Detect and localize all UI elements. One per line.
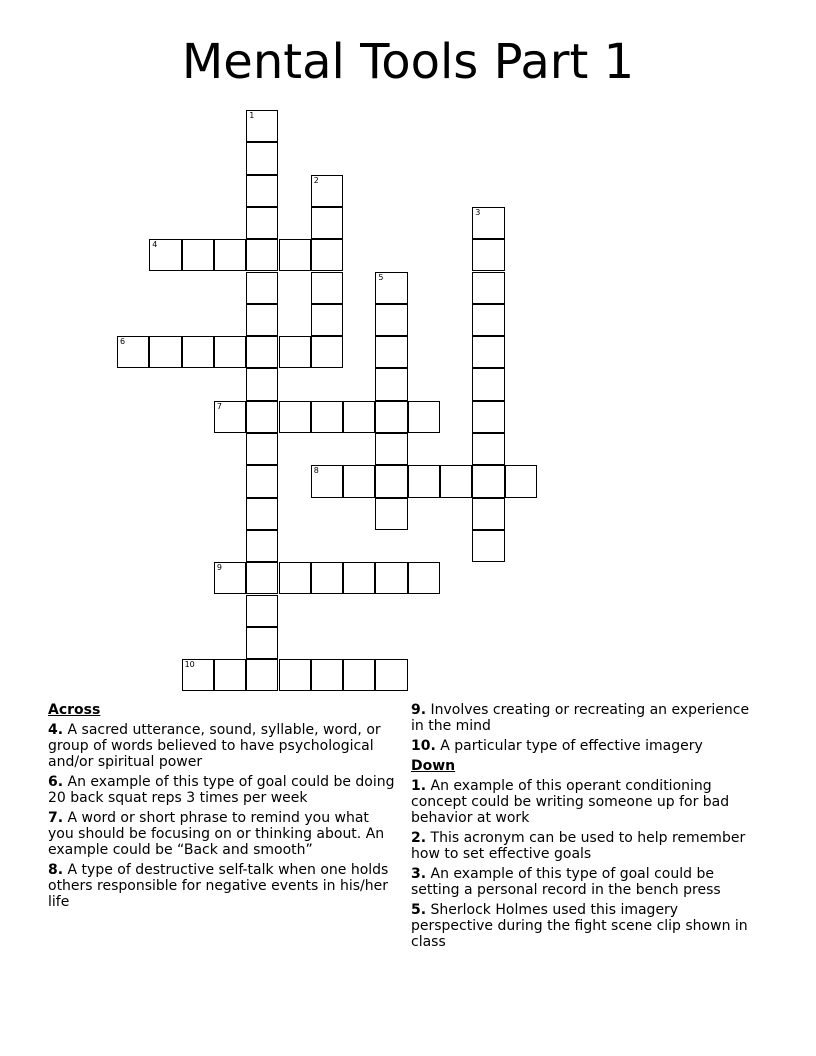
- clue-text: This acronym can be used to help remember how to set effective goals: [411, 830, 746, 862]
- grid-cell: [472, 433, 504, 465]
- clues-right-column: [411, 702, 761, 954]
- grid-cell: [311, 304, 343, 336]
- grid-cell: [246, 401, 278, 433]
- grid-cell: [472, 465, 504, 497]
- grid-cell: [408, 562, 440, 594]
- clue-number-label: 6: [120, 337, 126, 347]
- clue-number-label: 3: [475, 207, 481, 217]
- grid-cell: [375, 659, 407, 691]
- grid-cell: [375, 562, 407, 594]
- clue-text: An example of this type of goal could be doing 20 back squat reps 3 times per week: [48, 774, 395, 806]
- grid-cell: [246, 433, 278, 465]
- grid-cell: [375, 465, 407, 497]
- clue-across-8: [48, 862, 398, 910]
- grid-cell: [214, 239, 246, 271]
- down-heading: Down: [411, 758, 456, 774]
- clue-number-label: 10: [184, 660, 195, 670]
- grid-cell: [246, 530, 278, 562]
- clue-number: 10.: [411, 738, 436, 754]
- grid-cell: [246, 336, 278, 368]
- grid-cell: [214, 562, 246, 594]
- grid-cell: [246, 595, 278, 627]
- grid-cell: [311, 272, 343, 304]
- grid-cell: [440, 465, 472, 497]
- grid-cell: [246, 272, 278, 304]
- clue-number: 9.: [411, 702, 427, 718]
- grid-cell: [408, 465, 440, 497]
- clue-number: 8.: [48, 862, 64, 878]
- clue-number-label: 8: [313, 466, 319, 476]
- clue-across-4: [48, 722, 398, 770]
- grid-cell: [311, 562, 343, 594]
- grid-cell: [343, 562, 375, 594]
- clue-number: 4.: [48, 722, 64, 738]
- clue-number-label: 7: [216, 401, 222, 411]
- clue-number-label: 2: [313, 175, 319, 185]
- grid-cell: [311, 207, 343, 239]
- clue-down-3: [411, 866, 761, 898]
- grid-cell: [279, 401, 311, 433]
- grid-cell: [375, 401, 407, 433]
- grid-cell: [472, 498, 504, 530]
- grid-cell: [279, 659, 311, 691]
- clue-text: Sherlock Holmes used this imagery perspective during the fight scene clip shown in class: [411, 902, 748, 950]
- grid-cell: [343, 465, 375, 497]
- grid-cell: [149, 336, 181, 368]
- grid-cell: [246, 465, 278, 497]
- grid-cell: [375, 433, 407, 465]
- grid-cell: [472, 239, 504, 271]
- grid-cell: [279, 239, 311, 271]
- clue-text: An example of this operant conditioning concept could be writing someone up for bad behavior at work: [411, 778, 730, 826]
- grid-cell: [214, 401, 246, 433]
- page-title: Mental Tools Part 1: [181, 34, 635, 90]
- clues-left-column: [48, 702, 398, 914]
- grid-cell: [246, 498, 278, 530]
- grid-cell: [246, 304, 278, 336]
- grid-cell: [279, 562, 311, 594]
- grid-cell: [472, 401, 504, 433]
- grid-cell: [149, 239, 181, 271]
- clue-across-9: [411, 702, 761, 734]
- grid-cell: [472, 336, 504, 368]
- grid-cell: [472, 304, 504, 336]
- clue-number: 2.: [411, 830, 427, 846]
- clue-number: 6.: [48, 774, 64, 790]
- clue-text: A type of destructive self-talk when one holds others responsible for negative events in his/her life: [48, 862, 389, 910]
- grid-cell: [246, 175, 278, 207]
- grid-cell: [182, 336, 214, 368]
- clue-number: 5.: [411, 902, 427, 918]
- grid-cell: [311, 465, 343, 497]
- grid-cell: [214, 336, 246, 368]
- grid-cell: [246, 142, 278, 174]
- grid-cell: [311, 239, 343, 271]
- grid-cell: [246, 627, 278, 659]
- grid-cell: [214, 659, 246, 691]
- grid-cell: [311, 175, 343, 207]
- clue-down-5: [411, 902, 761, 950]
- clue-text: An example of this type of goal could be setting a personal record in the bench press: [411, 866, 721, 898]
- clue-across-10: [411, 738, 761, 754]
- grid-cell: [505, 465, 537, 497]
- clue-down-2: [411, 830, 761, 862]
- grid-cell: [182, 239, 214, 271]
- grid-cell: [343, 659, 375, 691]
- clue-across-7: [48, 810, 398, 858]
- grid-cell: [246, 368, 278, 400]
- grid-cell: [117, 336, 149, 368]
- grid-cell: [472, 368, 504, 400]
- grid-cell: [375, 498, 407, 530]
- clue-down-1: [411, 778, 761, 826]
- grid-cell: [375, 368, 407, 400]
- clue-number-label: 4: [152, 240, 158, 250]
- clue-across-6: [48, 774, 398, 806]
- grid-cell: [246, 110, 278, 142]
- grid-cell: [246, 239, 278, 271]
- grid-cell: [408, 401, 440, 433]
- clue-text: A particular type of effective imagery: [440, 738, 703, 754]
- clue-text: A word or short phrase to remind you what you should be focusing on or thinking about. An example could be “Back and smooth”: [48, 810, 385, 858]
- grid-cell: [279, 336, 311, 368]
- clue-number-label: 1: [249, 111, 255, 120]
- grid-cell: [375, 304, 407, 336]
- grid-cell: [472, 530, 504, 562]
- grid-cell: [472, 207, 504, 239]
- clue-text: Involves creating or recreating an experience in the mind: [411, 702, 750, 734]
- clue-number-label: 5: [378, 272, 384, 282]
- grid-cell: [246, 659, 278, 691]
- grid-cell: [246, 207, 278, 239]
- grid-cell: [343, 401, 375, 433]
- grid-cell: [311, 336, 343, 368]
- grid-cell: [311, 659, 343, 691]
- clue-text: A sacred utterance, sound, syllable, word, or group of words believed to have psychological and/or spiritual power: [48, 722, 381, 770]
- clue-number-label: 9: [216, 563, 222, 573]
- grid-cell: [375, 336, 407, 368]
- grid-cell: [246, 562, 278, 594]
- clue-number: 1.: [411, 778, 427, 794]
- grid-cell: [375, 272, 407, 304]
- clue-number: 3.: [411, 866, 427, 882]
- clue-number: 7.: [48, 810, 64, 826]
- grid-cell: [182, 659, 214, 691]
- grid-cell: [311, 401, 343, 433]
- grid-cell: [472, 272, 504, 304]
- across-heading: Across: [48, 702, 101, 718]
